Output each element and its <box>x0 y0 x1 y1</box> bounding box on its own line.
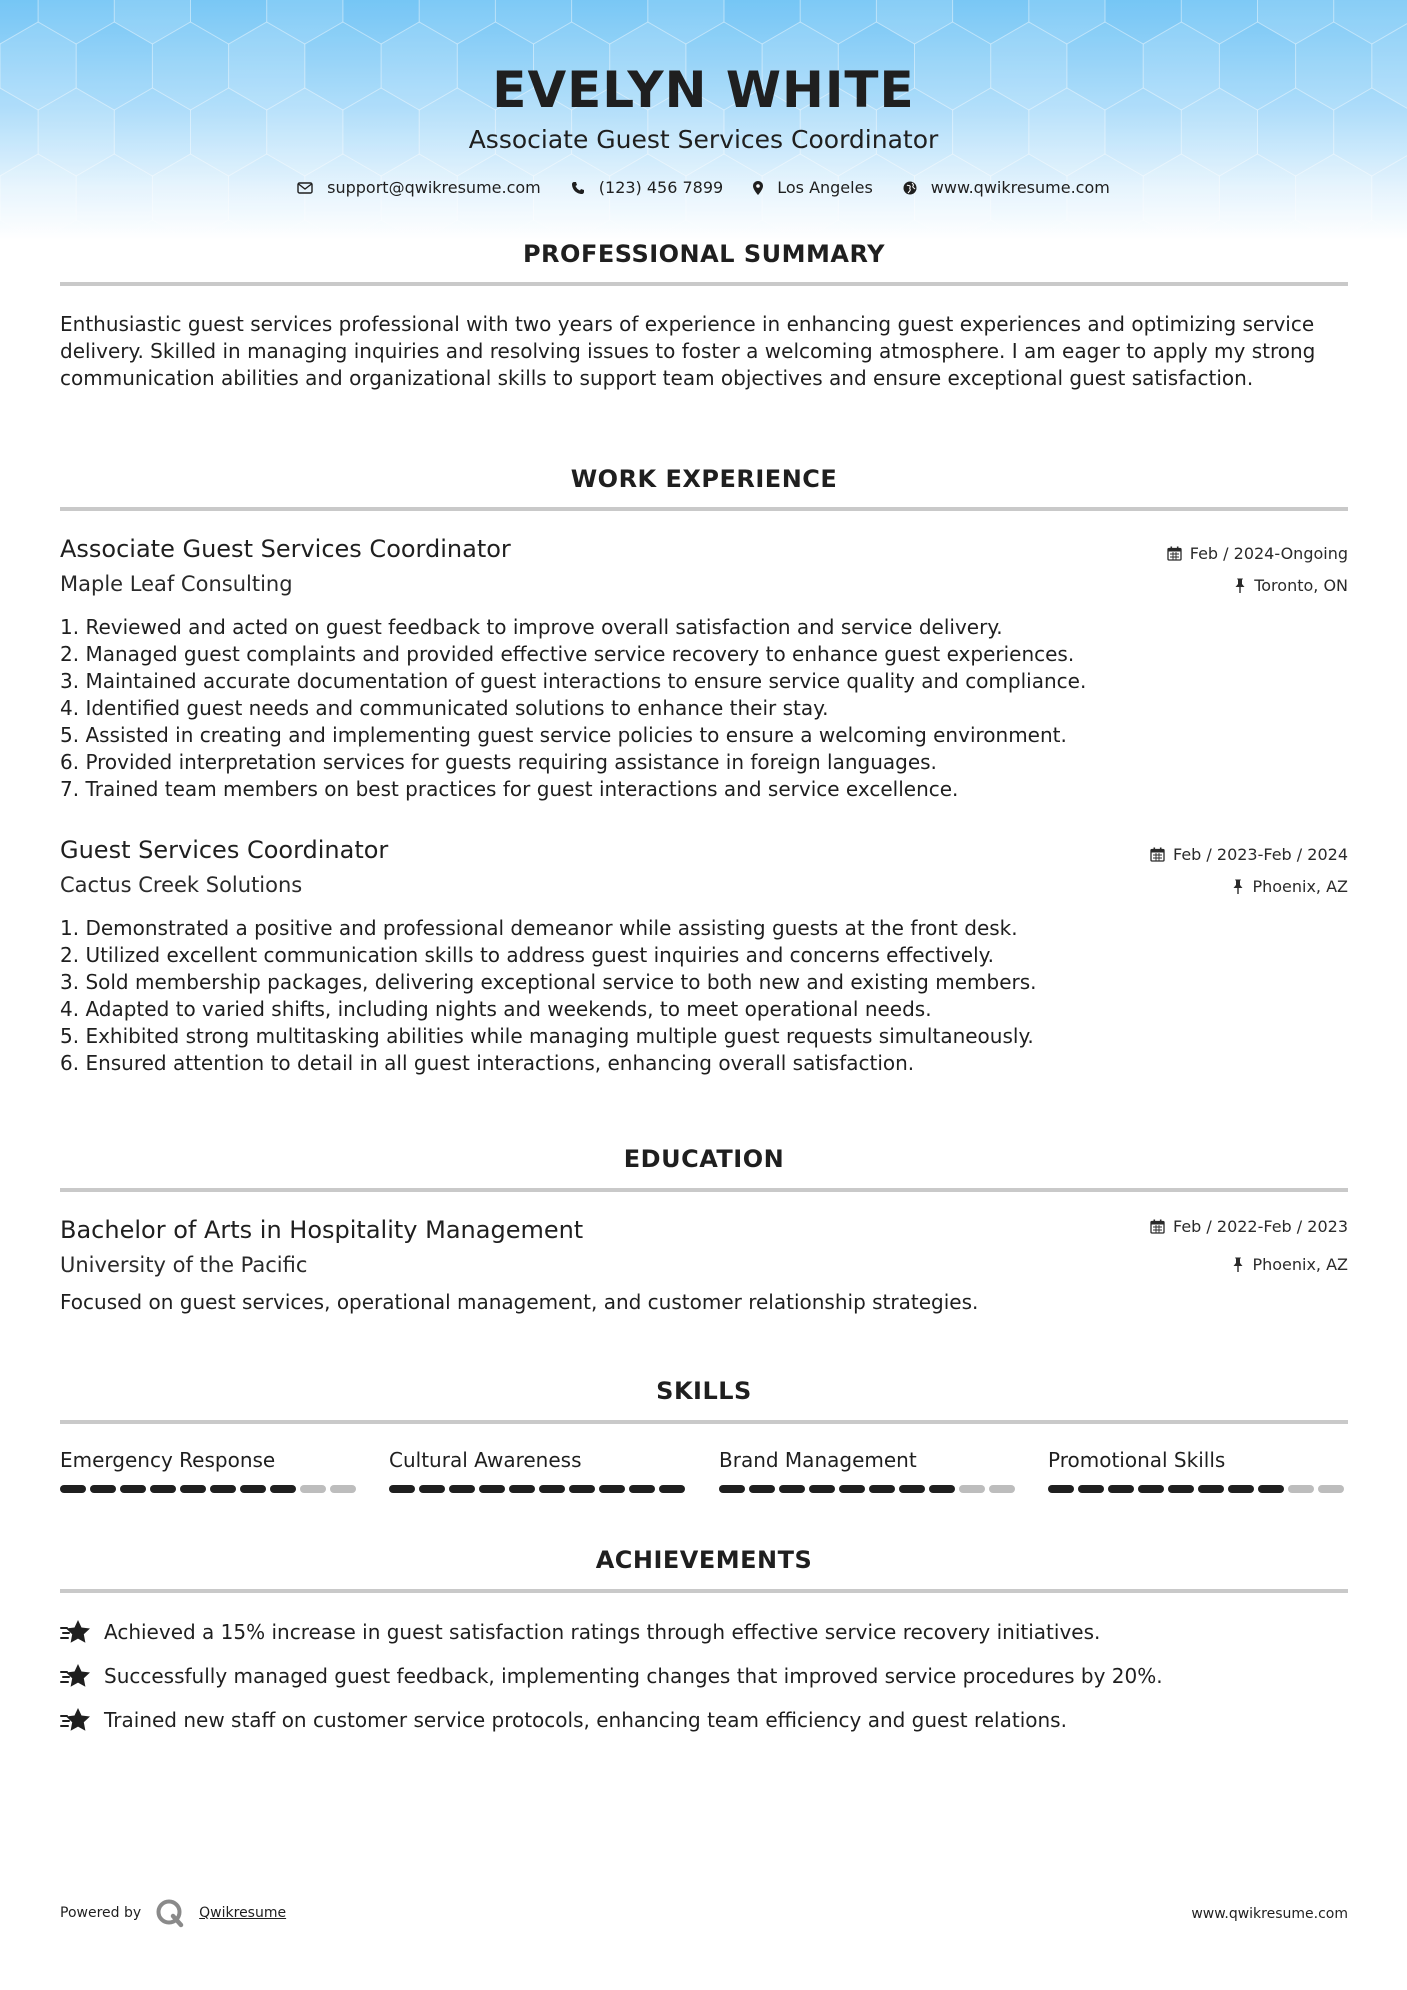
list-item: 3. Sold membership packages, delivering exceptional service to both new and existing members. <box>60 970 1037 994</box>
phone-text: (123) 456 7899 <box>598 178 724 197</box>
skill-level-segment <box>300 1485 326 1493</box>
list-item: 5. Assisted in creating and implementing guest service policies to ensure a welcoming environment. <box>60 723 1067 747</box>
list-item: 2. Managed guest complaints and provided effective service recovery to enhance guest experiences. <box>60 642 1075 666</box>
skill-item <box>719 1447 1019 1493</box>
job-dates <box>1150 845 1348 864</box>
pushpin-icon <box>1234 578 1246 593</box>
summary-heading: PROFESSIONAL SUMMARY <box>522 240 886 268</box>
skill-level-segment <box>929 1485 955 1493</box>
pushpin-icon <box>1232 1257 1244 1272</box>
summary-text: Enthusiastic guest services professional with two years of experience in enhancing guest experiences and optimizing service delivery. Skilled in managing inquiries and resolving issues to foster a welcoming atmosphere. I am eager to apply my strong communication abilities and organizational skills to support team objectives and ensure exceptional guest satisfaction. <box>60 312 1316 390</box>
list-item: 1. Demonstrated a positive and professional demeanor while assisting guests at the front desk. <box>60 916 1018 940</box>
skill-level-segment <box>1228 1485 1254 1493</box>
achievement-text: Trained new staff on customer service protocols, enhancing team efficiency and guest relations. <box>104 1708 1067 1732</box>
contact-location <box>753 178 873 197</box>
job-dates-text: Feb / 2024-Ongoing <box>1189 544 1348 563</box>
skill-level-segment <box>1168 1485 1194 1493</box>
list-item: 3. Maintained accurate documentation of guest interactions to ensure service quality and compliance. <box>60 669 1087 693</box>
skill-level-segment <box>509 1485 535 1493</box>
skill-level-segment <box>150 1485 176 1493</box>
location-text: Los Angeles <box>777 178 873 197</box>
star-icon <box>60 1706 92 1734</box>
globe-icon <box>903 181 917 195</box>
list-item: 1. Reviewed and acted on guest feedback to improve overall satisfaction and service delivery. <box>60 615 1003 639</box>
company-name: Cactus Creek Solutions <box>60 873 303 897</box>
degree-title: Bachelor of Arts in Hospitality Management <box>60 1216 584 1244</box>
achievements-divider <box>60 1589 1348 1593</box>
skill-name: Emergency Response <box>60 1448 276 1472</box>
candidate-role: Associate Guest Services Coordinator <box>468 125 939 154</box>
achievement-item <box>60 1618 1100 1646</box>
skill-name: Brand Management <box>719 1448 917 1472</box>
skill-level-segment <box>959 1485 985 1493</box>
education-dates-text: Feb / 2022-Feb / 2023 <box>1173 1217 1348 1236</box>
skill-level-segment <box>1198 1485 1224 1493</box>
skill-level-segment <box>1108 1485 1134 1493</box>
skill-level-bar <box>719 1485 1019 1493</box>
contact-website[interactable] <box>903 178 1110 197</box>
job-responsibilities <box>60 915 1348 1077</box>
phone-icon <box>571 181 585 195</box>
skill-item <box>389 1447 689 1493</box>
skill-level-segment <box>210 1485 236 1493</box>
list-item: 4. Adapted to varied shifts, including nights and weekends, to meet operational needs. <box>60 997 932 1021</box>
education-dates <box>1150 1217 1348 1236</box>
resume-header <box>0 58 1407 197</box>
achievement-text: Achieved a 15% increase in guest satisfaction ratings through effective service recovery initiatives. <box>104 1620 1101 1644</box>
skill-level-segment <box>779 1485 805 1493</box>
job-location-text: Toronto, ON <box>1254 576 1348 595</box>
skill-level-segment <box>659 1485 685 1493</box>
contact-bar <box>0 178 1407 197</box>
school-name: University of the Pacific <box>60 1253 308 1277</box>
education-location-text: Phoenix, AZ <box>1252 1255 1348 1274</box>
education-location <box>1232 1255 1348 1274</box>
skill-level-bar <box>1048 1485 1348 1493</box>
contact-phone[interactable] <box>571 178 723 197</box>
skill-level-segment <box>120 1485 146 1493</box>
job-location-text: Phoenix, AZ <box>1252 877 1348 896</box>
job-responsibilities <box>60 614 1348 803</box>
skill-level-segment <box>240 1485 266 1493</box>
achievement-item <box>60 1706 1067 1734</box>
skill-level-segment <box>599 1485 625 1493</box>
skill-name: Cultural Awareness <box>389 1448 582 1472</box>
experience-heading: WORK EXPERIENCE <box>570 465 838 493</box>
pushpin-icon <box>1232 879 1244 894</box>
skill-level-segment <box>60 1485 86 1493</box>
skill-item <box>60 1447 360 1493</box>
list-item: 5. Exhibited strong multitasking abilities while managing multiple guest requests simultaneously. <box>60 1024 1034 1048</box>
skill-level-segment <box>180 1485 206 1493</box>
skill-level-segment <box>1048 1485 1074 1493</box>
skill-level-segment <box>899 1485 925 1493</box>
skill-level-segment <box>569 1485 595 1493</box>
achievement-item <box>60 1662 1163 1690</box>
skill-level-segment <box>1138 1485 1164 1493</box>
calendar-icon <box>1150 1219 1165 1234</box>
list-item: 6. Ensured attention to detail in all guest interactions, enhancing overall satisfaction. <box>60 1051 915 1075</box>
experience-divider <box>60 507 1348 511</box>
skill-level-segment <box>839 1485 865 1493</box>
skill-level-segment <box>90 1485 116 1493</box>
envelope-icon <box>297 181 313 195</box>
summary-divider <box>60 282 1348 286</box>
star-icon <box>60 1662 92 1690</box>
skill-level-segment <box>809 1485 835 1493</box>
skill-level-segment <box>330 1485 356 1493</box>
email-text: support@qwikresume.com <box>327 178 541 197</box>
company-name: Maple Leaf Consulting <box>60 572 293 596</box>
star-icon <box>60 1618 92 1646</box>
map-pin-icon <box>753 181 763 195</box>
achievement-text: Successfully managed guest feedback, implementing changes that improved service procedures by 20%. <box>104 1664 1163 1688</box>
job-dates <box>1167 544 1348 563</box>
list-item: 7. Trained team members on best practices for guest interactions and service excellence. <box>60 777 959 801</box>
skill-level-segment <box>719 1485 745 1493</box>
education-heading: EDUCATION <box>623 1145 785 1173</box>
calendar-icon <box>1167 546 1182 561</box>
skill-level-bar <box>60 1485 360 1493</box>
job-dates-text: Feb / 2023-Feb / 2024 <box>1173 845 1348 864</box>
skill-item <box>1048 1447 1348 1493</box>
qwikresume-logo-icon <box>155 1898 185 1928</box>
skill-level-segment <box>629 1485 655 1493</box>
powered-by-label: Powered by <box>60 1905 142 1921</box>
achievements-heading: ACHIEVEMENTS <box>595 1546 813 1574</box>
job-location <box>1232 877 1348 896</box>
skill-level-segment <box>1078 1485 1104 1493</box>
skill-level-segment <box>270 1485 296 1493</box>
list-item: 4. Identified guest needs and communicated solutions to enhance their stay. <box>60 696 829 720</box>
footer-website[interactable]: www.qwikresume.com <box>1191 1906 1348 1922</box>
skill-level-segment <box>1288 1485 1314 1493</box>
education-divider <box>60 1188 1348 1192</box>
list-item: 6. Provided interpretation services for guests requiring assistance in foreign languages. <box>60 750 937 774</box>
job-location <box>1234 576 1348 595</box>
skill-level-segment <box>449 1485 475 1493</box>
candidate-name: EVELYN WHITE <box>492 61 915 119</box>
skill-level-segment <box>749 1485 775 1493</box>
skill-level-segment <box>989 1485 1015 1493</box>
skill-level-segment <box>479 1485 505 1493</box>
footer-branding <box>60 1898 286 1928</box>
skill-level-segment <box>389 1485 415 1493</box>
skill-level-segment <box>539 1485 565 1493</box>
skill-level-segment <box>869 1485 895 1493</box>
contact-email[interactable] <box>297 178 541 197</box>
job-title: Associate Guest Services Coordinator <box>60 535 511 563</box>
skills-divider <box>60 1420 1348 1424</box>
skill-level-segment <box>419 1485 445 1493</box>
website-text: www.qwikresume.com <box>930 178 1110 197</box>
education-description: Focused on guest services, operational management, and customer relationship strategies. <box>60 1290 979 1314</box>
skills-heading: SKILLS <box>656 1377 752 1405</box>
list-item: 2. Utilized excellent communication skills to address guest inquiries and concerns effectively. <box>60 943 994 967</box>
skill-name: Promotional Skills <box>1048 1448 1226 1472</box>
brand-link[interactable]: Qwikresume <box>199 1905 287 1921</box>
calendar-icon <box>1150 847 1165 862</box>
skill-level-segment <box>1258 1485 1284 1493</box>
skill-level-segment <box>1318 1485 1344 1493</box>
skill-level-bar <box>389 1485 689 1493</box>
job-title: Guest Services Coordinator <box>60 836 389 864</box>
